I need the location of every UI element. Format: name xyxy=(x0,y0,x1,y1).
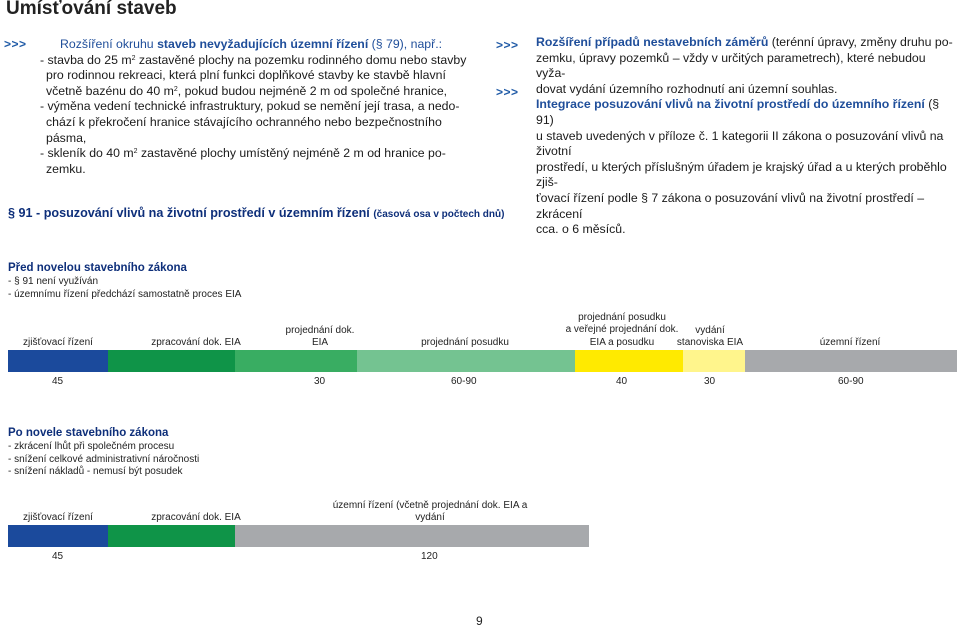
right-line: cca. o 6 měsíců. xyxy=(536,222,626,237)
segment-uzemni-rizeni xyxy=(235,525,589,547)
segment-projednani-eia xyxy=(235,350,357,372)
left-line-3: - výměna vedení technické infrastruktury, pokud se nemění její trasa, a nedo- xyxy=(40,99,460,114)
before-value-4: 30 xyxy=(704,376,716,387)
after-heading: Po novele stavebního zákona xyxy=(8,427,169,439)
segment-zjistovaci-rizeni xyxy=(8,525,108,547)
left-line-5: pásma, xyxy=(46,130,87,145)
after-label-1: zpracování dok. EIA xyxy=(151,512,241,523)
segment-projednani-posudku xyxy=(357,350,575,372)
before-value-1: 30 xyxy=(314,376,326,387)
arrow-marker: >>> xyxy=(496,38,519,52)
segment-vydani-stanoviska xyxy=(683,350,745,372)
right-lead-1: Rozšíření případů nestavebních záměrů (terénní úpravy, změny druhu po- xyxy=(536,35,953,49)
arrow-marker: >>> xyxy=(4,37,27,51)
after-notes: - zkrácení lhůt při společném procesu - snížení celkové administrativní náročnosti - snížení nákladů - nemusí být posudek xyxy=(8,441,200,477)
right-column xyxy=(496,35,958,238)
segment-zpracovani-eia xyxy=(108,350,235,372)
left-line-7: zemku. xyxy=(46,161,86,176)
left-line-1: pro rodinnou rekreaci, která plní funkci doplňkové stavby ke stavbě hlavní xyxy=(46,68,446,83)
after-label-2: územní řízení (včetně projednání dok. EIA a vydání xyxy=(332,500,528,524)
arrow-marker: >>> xyxy=(496,85,519,99)
right-line: u staveb uvedených v příloze č. 1 kategorii II zákona o posuzování vlivů na životní xyxy=(536,128,944,159)
before-label-2: projednání dok. EIA xyxy=(285,325,355,349)
segment-uzemni-rizeni xyxy=(745,350,957,372)
left-lead: Rozšíření okruhu staveb nevyžadujících územní řízení (§ 79), např.: xyxy=(60,37,443,51)
before-label-4: projednání posudku a veřejné projednání dok. EIA a posudku xyxy=(565,312,679,348)
before-value-5: 60-90 xyxy=(838,376,864,387)
right-line: prostředí, u kterých příslušným úřadem je krajský úřad a u kterých proběhlo zjiš- xyxy=(536,159,947,190)
after-value-1: 120 xyxy=(421,551,438,562)
right-line: zemku, úpravy pozemků – vždy v určitých parametrech), které nebudou vyža- xyxy=(536,50,926,81)
left-line-2: včetně bazénu do 40 $m^2$, pokud budou nejméně 2 m od společné hranice, xyxy=(46,83,448,98)
before-label-0: zjišťovací řízení xyxy=(23,337,93,348)
right-lead-2: Integrace posuzování vlivů na životní prostředí do územního řízení (§ 91) xyxy=(536,97,940,127)
right-line: dovat vydání územního rozhodnutí ani územní souhlas. xyxy=(536,81,838,96)
before-label-1: zpracování dok. EIA xyxy=(151,337,241,348)
after-value-0: 45 xyxy=(52,551,64,562)
left-line-0: - stavba do 25 $m^2$ zastavěné plochy na pozemku rodinného domu nebo stavby xyxy=(40,52,467,67)
page-title: Umísťování staveb xyxy=(6,0,177,19)
before-label-3: projednání posudku xyxy=(421,337,509,348)
segment-zpracovani-eia xyxy=(108,525,235,547)
page-number: 9 xyxy=(476,614,483,628)
before-label-6: územní řízení xyxy=(819,337,881,348)
before-value-3: 40 xyxy=(616,376,628,387)
before-value-2: 60-90 xyxy=(451,376,477,387)
before-timeline-bar xyxy=(8,350,957,372)
right-line: ťovací řízení podle § 7 zákona o posuzování vlivů na životní prostředí – zkrácení xyxy=(536,190,925,221)
left-line-6: - skleník do 40 $m^2$ zastavěné plochy umístěný nejméně 2 m od hranice po- xyxy=(40,146,446,161)
segment-zjistovaci-rizeni xyxy=(8,350,108,372)
segment-verejne-projednani xyxy=(575,350,683,372)
before-value-0: 45 xyxy=(52,376,64,387)
before-label-5: vydání stanoviska EIA xyxy=(676,325,744,349)
left-column xyxy=(4,37,474,177)
before-notes: - § 91 není využíván - územnímu řízení předchází samostatně proces EIA xyxy=(8,276,242,300)
after-timeline-bar xyxy=(8,525,589,547)
left-line-4: chází k překročení hranice stávajícího ochranného nebo bezpečnostního xyxy=(46,114,442,129)
before-heading: Před novelou stavebního zákona xyxy=(8,262,187,274)
section-title: § 91 - posuzování vlivů na životní prostředí v územním řízení (časová osa v počtech dnů) xyxy=(8,206,505,220)
after-label-0: zjišťovací řízení xyxy=(23,512,93,523)
